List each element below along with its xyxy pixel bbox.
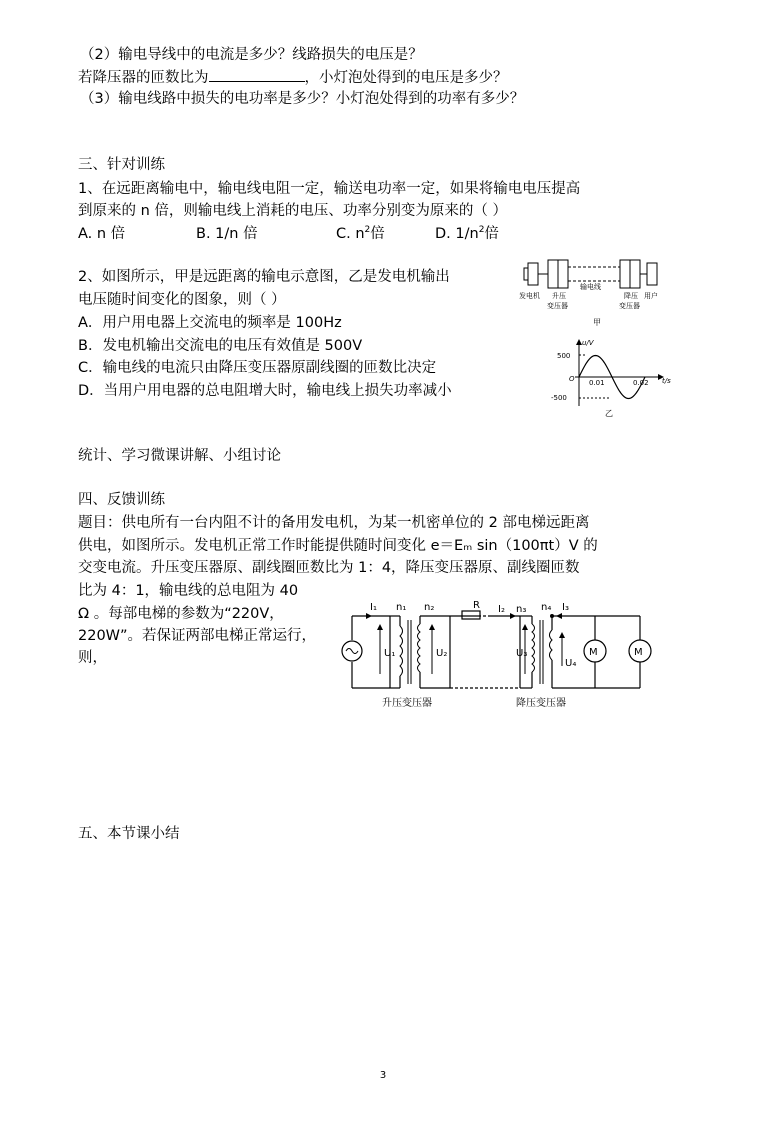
section-5-heading: 五、本节课小结 — [78, 826, 180, 842]
label-I1: I₁ — [370, 602, 377, 613]
label-step-up-a: 升压 — [552, 292, 566, 300]
s4-line3: 交变电流。升压变压器原、副线圈匝数比为 1：4，降压变压器原、副线圈匝数 — [78, 560, 580, 576]
motor-2-label: M — [634, 647, 643, 658]
label-n2: n₂ — [424, 602, 435, 613]
tick-500: 500 — [557, 352, 571, 360]
label-U4: U₄ — [565, 658, 577, 669]
label-step-down: 降压变压器 — [516, 698, 566, 709]
s3-q1-line1: 1、在远距离输电中，输电线电阻一定，输送电功率一定，如果将输电电压提高 — [78, 181, 581, 197]
question-2-ratio-prefix: 若降压器的匝数比为 — [78, 70, 209, 86]
activity-line: 统计、学习微课讲解、小组讨论 — [78, 448, 281, 464]
question-2-ratio — [78, 67, 508, 88]
section-4-heading: 四、反馈训练 — [78, 492, 165, 508]
question-3: （3）输电线路中损失的电功率是多少？小灯泡处得到的功率有多少？ — [80, 91, 525, 107]
option-b: B. 1/n 倍 — [196, 226, 258, 242]
label-n4: n₄ — [541, 602, 552, 613]
tick-0-02: 0.02 — [633, 379, 649, 387]
label-step-down-a: 降压 — [624, 292, 638, 300]
label-n3: n₃ — [516, 604, 527, 615]
question-2-ratio-suffix: ，小灯泡处得到的电压是多少？ — [304, 70, 508, 86]
label-U1: U₁ — [384, 648, 396, 659]
label-R: R — [473, 600, 480, 611]
label-step-down-b: 变压器 — [619, 302, 640, 310]
origin: O — [569, 375, 575, 383]
label-I2: I₂ — [498, 604, 505, 615]
transmission-schematic — [515, 252, 665, 330]
label-generator: 发电机 — [519, 292, 540, 300]
s3-q2-option-b: B．发电机输出交流电的电压有效值是 500V — [78, 338, 363, 354]
tick-neg-500: -500 — [551, 394, 567, 402]
caption-yi: 乙 — [605, 409, 613, 418]
label-step-up-b: 变压器 — [547, 302, 568, 310]
label-line: 输电线 — [580, 283, 601, 291]
s4-line6: 220W”。若保证两部电梯正常运行， — [78, 628, 317, 644]
s3-q2-option-a: A．用户用电器上交流电的频率是 100Hz — [78, 315, 342, 331]
y-axis-label: u/V — [582, 339, 594, 347]
s3-q2-option-c: C．输电线的电流只由降压变压器原副线圈的匝数比决定 — [78, 360, 437, 376]
caption-jia: 甲 — [593, 318, 601, 327]
motor-1-label: M — [589, 647, 598, 658]
label-n1: n₁ — [396, 602, 407, 613]
label-step-up: 升压变压器 — [382, 698, 432, 709]
s4-line4: 比为 4：1，输电线的总电阻为 40 — [78, 583, 299, 599]
s4-line1: 题目：供电所有一台内阻不计的备用发电机，为某一机密单位的 2 部电梯远距离 — [78, 515, 590, 531]
label-U2: U₂ — [436, 648, 448, 659]
s4-line2: 供电，如图所示。发电机正常工作时能提供随时间变化 e＝Eₘ sin（100πt）V 的 — [78, 538, 598, 554]
s3-q2-line2: 电压随时间变化的图象，则（ ） — [78, 292, 286, 308]
option-d: D. $1/n^2$倍 — [435, 225, 499, 242]
option-c: C. $n^2$倍 — [336, 225, 385, 242]
s4-line5: Ω 。每部电梯的参数为“220V， — [78, 606, 284, 622]
answer-blank[interactable] — [209, 67, 305, 82]
circuit-diagram — [340, 596, 670, 712]
s3-q2-option-d: D．当用户用电器的总电阻增大时，输电线上损失功率减小 — [78, 383, 452, 399]
label-I3: I₃ — [562, 602, 569, 613]
section-3-heading: 三、针对训练 — [78, 157, 165, 173]
s3-q2-line1: 2、如图所示，甲是远距离的输电示意图，乙是发电机输出 — [78, 269, 450, 285]
label-user: 用户 — [644, 292, 658, 300]
s3-q1-line2: 到原来的 n 倍，则输电线上消耗的电压、功率分别变为原来的（ ） — [78, 203, 508, 219]
voltage-time-graph — [545, 336, 675, 420]
question-2: （2）输电导线中的电流是多少？线路损失的电压是？ — [80, 47, 423, 63]
tick-0-01: 0.01 — [589, 379, 605, 387]
label-U3: U₃ — [516, 648, 528, 659]
page-number: 3 — [379, 1070, 387, 1081]
option-a: A. n 倍 — [78, 226, 126, 242]
s4-line7: 则， — [78, 650, 107, 666]
x-axis-label: t/s — [662, 377, 671, 385]
